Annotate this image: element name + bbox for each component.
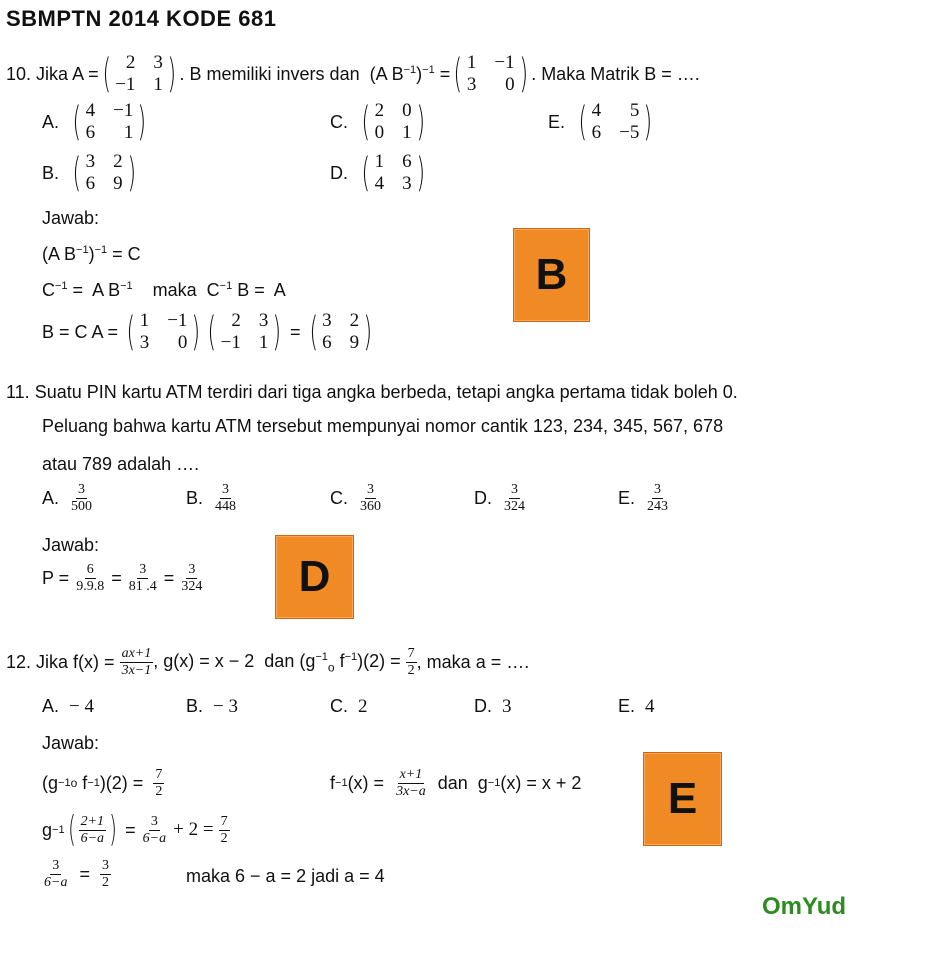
q10-intro: Jika A =	[36, 63, 99, 84]
q12-option-e[interactable]: E. 4	[618, 696, 655, 717]
matrix-c: ( 1 −1 3 0 )	[453, 51, 528, 97]
q10-expr: (A $B^{-1})^{-1}$	[369, 63, 435, 84]
q12-work-line2: g −1 ( $\frac{2+1}{6-a}$ ) = $\frac{3}{6-a}$ + 2 = $\frac{7}{2}$	[42, 809, 228, 850]
q12-work-inverse: f −1 (x) = $\frac{x+1}{3x-a}$ dan g −1 (x) = x + 2	[330, 766, 582, 799]
q10-tail: . Maka Matrik B = ….	[531, 63, 700, 84]
q10-work-line2: $C^{-1} = A$ $B^{-1}$ maka $C^{-1}$ B = A	[42, 280, 286, 300]
q11-option-b[interactable]: B. $\frac{3}{448}$	[186, 482, 237, 514]
question-10: 10. Jika A = ( 2 3 −1 1 ) . B memiliki invers dan (A $B^{-1})^{-1}$ = ( 1 −1 3 0 ) . Maka Matrik B = ….	[6, 51, 700, 97]
matrix-a: ( 2 3 −1 1 )	[102, 51, 177, 97]
q12-option-d[interactable]: D. 3	[474, 696, 512, 717]
q11-option-e[interactable]: E. $\frac{3}{243}$	[618, 482, 669, 514]
q10-option-b[interactable]: B. ( 3 2 6 9 )	[42, 150, 136, 196]
q10-option-d[interactable]: D. ( 1 6 4 3 )	[330, 150, 425, 196]
answer-box-q12: E	[643, 752, 722, 846]
q11-option-c[interactable]: C. $\frac{3}{360}$	[330, 482, 382, 514]
question-12: 12. Jika f(x) = $\frac{ax+1}{3x-1}$ , g(x) = x − 2 dan ($g^{-1}_o$ $f^{-1})(2)$ = $\frac{7}{2}$ , maka a = ….	[6, 646, 530, 678]
q11-jawab-label: Jawab:	[42, 535, 100, 555]
q11-text-line2: Peluang bahwa kartu ATM tersebut mempunyai nomor cantik 123, 234, 345, 567, 678	[42, 416, 724, 436]
q10-jawab-label: Jawab:	[42, 208, 100, 228]
q10-work-line3: B = C A = ( 1 −1 3 0 ) ( 2 3 −1 1 ) = ( 3 2 6 9 )	[42, 309, 373, 355]
q11-work-line: P = $\frac{6}{9.9.8}$ = $\frac{3}{81 .4}$ = $\frac{3}{324}$	[42, 562, 203, 594]
q12-jawab-label: Jawab:	[42, 733, 100, 753]
question-number: 10.	[6, 63, 32, 84]
q12-work-line3: $\frac{3}{6-a}$ = $\frac{3}{2}$	[44, 858, 109, 890]
q12-option-b[interactable]: B. − 3	[186, 696, 238, 717]
author-signature: OmYud	[762, 893, 847, 920]
q12-option-a[interactable]: A. − 4	[42, 696, 94, 717]
q11-text-line3: atau 789 adalah ….	[42, 454, 200, 474]
q10-option-e[interactable]: E. ( 4 5 6 −5 )	[548, 99, 653, 145]
q10-option-c[interactable]: C. ( 2 0 0 1 )	[330, 99, 425, 145]
q11-option-a[interactable]: A. $\frac{3}{500}$	[42, 482, 93, 514]
q12-conclusion: maka 6 − a = 2 jadi a = 4	[186, 866, 385, 886]
answer-box-q10: B	[513, 228, 590, 322]
q10-option-a[interactable]: A. ( 4 −1 6 1 )	[42, 99, 147, 145]
q10-work-line1: (A $B^{-1})^{-1} = C$	[42, 244, 141, 264]
q12-option-c[interactable]: C. 2	[330, 696, 368, 717]
answer-box-q11: D	[275, 535, 354, 619]
question-11: 11. Suatu PIN kartu ATM terdiri dari tiga angka berbeda, tetapi angka pertama tidak boleh 0.	[6, 382, 738, 402]
q10-mid: . B memiliki invers dan	[179, 63, 360, 84]
q12-work-line1: (g −1 o f −1 )(2) = $\frac{7}{2}$	[42, 766, 163, 799]
q11-option-d[interactable]: D. $\frac{3}{324}$	[474, 482, 526, 514]
page-title: SBMPTN 2014 KODE 681	[6, 6, 277, 31]
